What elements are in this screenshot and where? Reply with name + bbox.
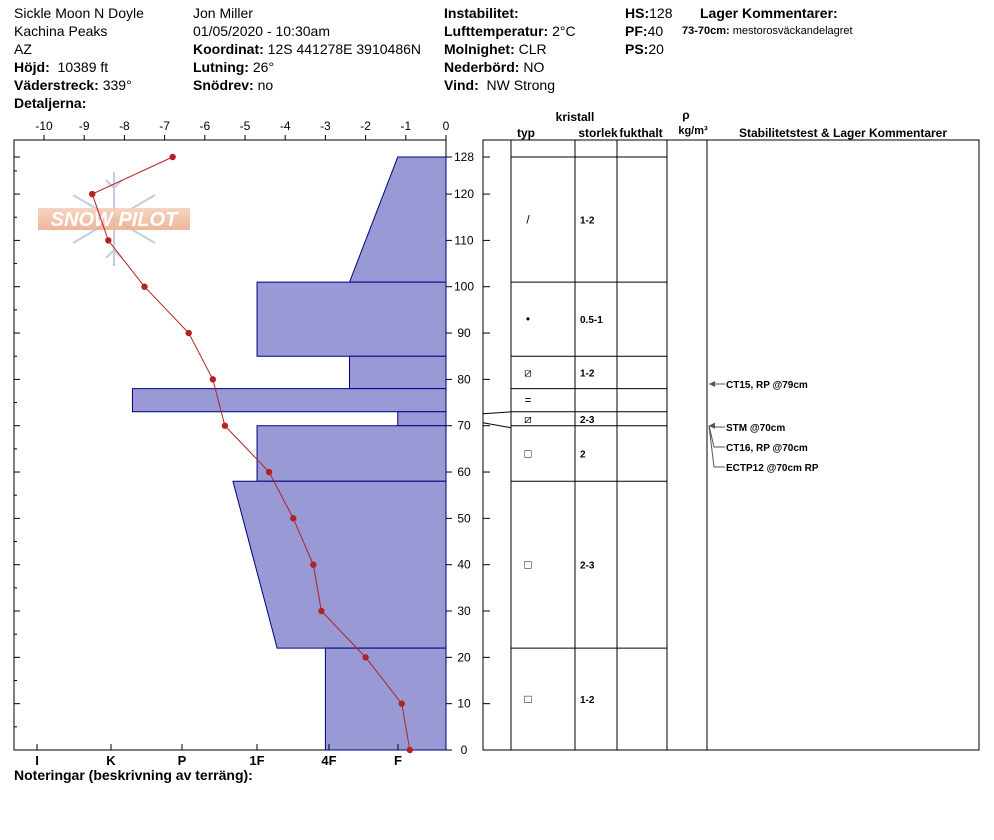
ps-label: PS: — [625, 41, 649, 57]
airtemp-value: 2°C — [552, 23, 576, 39]
depth-tick-label: 40 — [457, 557, 471, 572]
temperature-point — [310, 561, 316, 567]
hs-label: HS: — [625, 5, 650, 21]
instability-label: Instabilitet: — [444, 5, 519, 21]
sky-label: Molnighet: — [444, 41, 515, 57]
depth-tick-label: 128 — [453, 150, 475, 164]
temperature-point — [362, 654, 368, 660]
hardness-layer — [233, 481, 446, 648]
hardness-tick-label: 4F — [321, 753, 337, 768]
layer-connector — [483, 412, 511, 414]
temp-tick-label: -5 — [239, 119, 251, 133]
grain-type-symbol: □ — [524, 692, 532, 707]
precip-value: NO — [523, 59, 545, 75]
temp-tick-label: -8 — [119, 119, 130, 133]
temp-tick-label: -6 — [199, 119, 211, 133]
details-label: Detaljerna: — [14, 95, 87, 111]
stability-test-label: ECTP12 @70cm RP — [726, 463, 819, 474]
hardness-layer — [325, 648, 446, 750]
hardness-tick-label: 1F — [249, 753, 265, 768]
grain-type-symbol: ⧄ — [524, 365, 532, 380]
coord-label: Koordinat: — [193, 41, 264, 57]
drift-value: no — [257, 77, 274, 93]
temperature-point — [169, 154, 175, 160]
grain-type-symbol: • — [525, 312, 531, 327]
depth-tick-label: 10 — [457, 696, 471, 711]
sky-value: CLR — [518, 41, 547, 57]
grain-type-symbol: □ — [524, 557, 532, 572]
hardness-layer — [257, 426, 446, 482]
pf-value: 40 — [647, 23, 664, 39]
wind-label: Vind: — [444, 77, 479, 93]
layer-comment-text: mestorosväckandelagret — [732, 25, 853, 37]
temp-tick-label: -10 — [35, 119, 53, 133]
observer-name: Jon Miller — [193, 5, 253, 21]
temperature-point — [222, 423, 228, 429]
size-header: storlek — [578, 126, 618, 140]
grain-type-symbol: □ — [524, 446, 532, 461]
temperature-point — [318, 608, 324, 614]
hs-value: 128 — [649, 5, 673, 21]
ps-value: 20 — [648, 41, 664, 57]
hardness-tick-label: F — [394, 753, 402, 768]
temperature-point — [266, 469, 272, 475]
slope-label: Lutning: — [193, 59, 249, 75]
wind-value: NW Strong — [486, 77, 555, 93]
grain-size-label: 1-2 — [580, 368, 595, 380]
grain-size-label: 2 — [580, 449, 586, 461]
temperature-point — [141, 284, 147, 290]
grain-size-label: 2-3 — [580, 414, 595, 426]
depth-tick-label: 20 — [457, 650, 471, 665]
depth-tick-label: 30 — [457, 604, 471, 619]
aspect-value: 339° — [102, 77, 132, 93]
coord-value: 12S 441278E 3910486N — [267, 41, 422, 57]
temperature-point — [290, 515, 296, 521]
type-header: typ — [517, 126, 535, 140]
stability-test-arrow — [709, 381, 715, 387]
grain-type-symbol: / — [526, 212, 530, 227]
grain-size-label: 1-2 — [580, 215, 595, 227]
aspect-label: Väderstreck: — [14, 77, 99, 93]
stability-test-label: CT16, RP @70cm — [726, 443, 808, 454]
precip-label: Nederbörd: — [444, 59, 520, 75]
density-unit-header: kg/m³ — [678, 125, 708, 137]
stability-header: Stabilitetstest & Lager Kommentarer — [738, 126, 948, 140]
hardness-layer — [350, 157, 446, 282]
depth-tick-label: 90 — [457, 326, 471, 341]
grain-type-symbol: = — [524, 393, 532, 408]
layer-comments-title: Lager Kommentarer: — [700, 5, 838, 21]
depth-tick-label: 110 — [454, 233, 474, 248]
drift-label: Snödrev: — [193, 77, 254, 93]
grain-size-label: 1-2 — [580, 695, 595, 707]
moisture-header: fukthalt — [619, 126, 663, 140]
layer-comment-depth: 73-70cm: — [682, 25, 730, 37]
grain-size-label: 2-3 — [580, 560, 595, 572]
temperature-point — [210, 376, 216, 382]
temperature-point — [186, 330, 192, 336]
depth-tick-label: 120 — [453, 187, 475, 202]
stability-test-leader — [709, 426, 725, 467]
temp-tick-label: -9 — [78, 119, 90, 133]
stability-test-label: STM @70cm — [726, 423, 786, 434]
hardness-layer — [132, 389, 446, 412]
temperature-point — [407, 747, 413, 753]
hardness-layer — [257, 282, 446, 356]
hardness-layer — [398, 412, 446, 426]
stability-test-label: CT15, RP @79cm — [726, 380, 808, 391]
slope-value: 26° — [252, 59, 275, 75]
depth-tick-label: 60 — [457, 465, 471, 480]
temp-tick-label: -3 — [320, 119, 331, 133]
depth-tick-label: 80 — [457, 372, 471, 387]
area-name: Kachina Peaks — [14, 23, 108, 39]
pf-label: PF: — [625, 23, 648, 39]
grain-type-symbol: ⧄ — [524, 411, 532, 426]
depth-tick-label: 100 — [453, 279, 475, 294]
elevation-label: Höjd: — [14, 59, 50, 75]
hardness-tick-label: P — [177, 753, 187, 768]
temperature-point — [399, 700, 405, 706]
watermark-text: SNOW PILOT — [50, 209, 178, 231]
depth-tick-label: 50 — [457, 511, 471, 526]
temperature-point — [105, 237, 111, 243]
state-name: AZ — [14, 41, 32, 57]
depth-tick-label: 0 — [460, 743, 468, 757]
airtemp-label: Lufttemperatur: — [444, 23, 549, 39]
temp-tick-label: 0 — [442, 119, 450, 133]
grain-size-label: 0.5-1 — [580, 315, 603, 327]
location-name: Sickle Moon N Doyle — [14, 5, 144, 21]
temp-tick-label: -7 — [159, 119, 170, 133]
depth-tick-label: 70 — [457, 418, 471, 433]
temp-tick-label: -1 — [400, 119, 412, 133]
crystal-header: kristall — [555, 110, 595, 124]
temperature-point — [89, 191, 95, 197]
temp-tick-label: -4 — [279, 119, 291, 133]
hardness-tick-label: I — [35, 753, 39, 768]
observation-datetime: 01/05/2020 - 10:30am — [193, 23, 330, 39]
rho-header: ρ — [682, 108, 690, 122]
snowpilot-watermark — [38, 172, 190, 266]
notes-label: Noteringar (beskrivning av terräng): — [14, 767, 253, 783]
temp-tick-label: -2 — [360, 119, 371, 133]
hardness-layer — [350, 356, 446, 388]
elevation-value: 10389 ft — [57, 59, 109, 75]
hardness-tick-label: K — [106, 753, 116, 768]
